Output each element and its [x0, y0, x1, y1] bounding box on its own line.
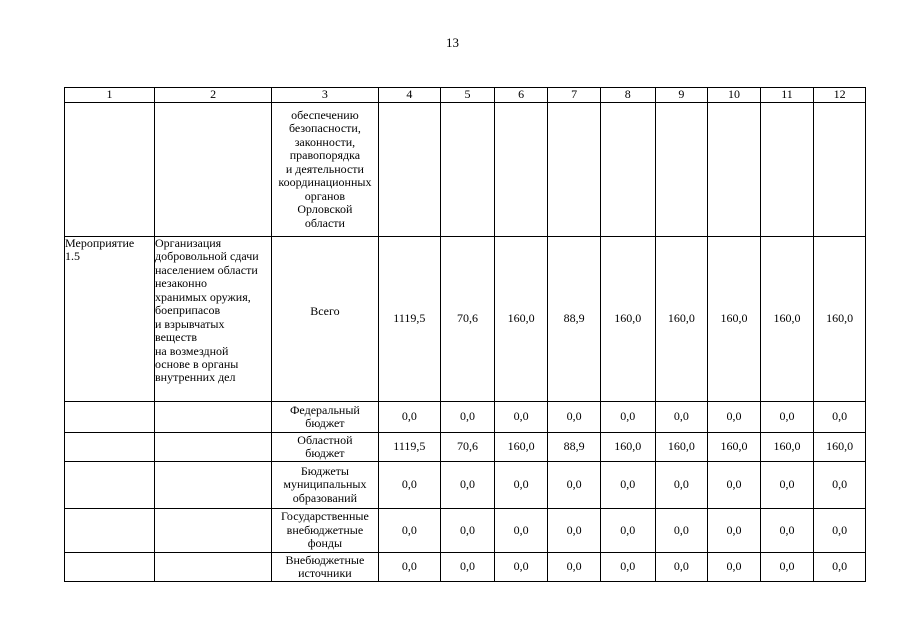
budget-table — [64, 87, 866, 582]
value-cell: 0,0 — [494, 509, 548, 553]
empty-cell — [441, 103, 495, 237]
value-cell: 0,0 — [708, 509, 761, 553]
column-number-row — [65, 88, 866, 103]
empty-cell — [155, 103, 272, 237]
empty-cell — [155, 509, 272, 553]
table-row-extrabudgetary-funds — [65, 509, 866, 553]
empty-cell — [760, 103, 814, 237]
column-number: 8 — [600, 88, 655, 103]
value-cell: 160,0 — [760, 433, 814, 462]
value-cell: 0,0 — [655, 402, 708, 433]
value-cell: 0,0 — [378, 402, 441, 433]
empty-cell — [494, 103, 548, 237]
value-cell: 160,0 — [600, 433, 655, 462]
value-cell: 160,0 — [708, 237, 761, 402]
value-cell: 0,0 — [378, 509, 441, 553]
column-number: 7 — [548, 88, 601, 103]
value-cell: 0,0 — [548, 462, 601, 509]
funding-source: Внебюджетные источники — [272, 553, 378, 582]
value-cell: 0,0 — [494, 402, 548, 433]
value-cell: 0,0 — [708, 402, 761, 433]
empty-cell — [65, 402, 155, 433]
value-cell: 1119,5 — [378, 237, 441, 402]
table-row-nonbudget-sources — [65, 553, 866, 582]
value-cell: 0,0 — [760, 553, 814, 582]
value-cell: 0,0 — [760, 402, 814, 433]
value-cell: 0,0 — [548, 553, 601, 582]
value-cell: 160,0 — [655, 433, 708, 462]
empty-cell — [155, 402, 272, 433]
table-row-municipal — [65, 462, 866, 509]
column-number: 9 — [655, 88, 708, 103]
value-cell: 0,0 — [600, 462, 655, 509]
column-number: 4 — [378, 88, 441, 103]
value-cell: 0,0 — [814, 553, 866, 582]
value-cell: 0,0 — [600, 509, 655, 553]
value-cell: 0,0 — [441, 553, 495, 582]
empty-cell — [155, 462, 272, 509]
value-cell: 88,9 — [548, 237, 601, 402]
value-cell: 0,0 — [708, 462, 761, 509]
table-row-total — [65, 237, 866, 402]
funding-source: Бюджеты муниципальных образований — [272, 462, 378, 509]
column-number: 1 — [65, 88, 155, 103]
empty-cell — [155, 553, 272, 582]
value-cell: 70,6 — [441, 237, 495, 402]
value-cell: 0,0 — [600, 402, 655, 433]
value-cell: 0,0 — [814, 402, 866, 433]
value-cell: 160,0 — [760, 237, 814, 402]
value-cell: 0,0 — [378, 462, 441, 509]
empty-cell — [65, 103, 155, 237]
column-number: 10 — [708, 88, 761, 103]
value-cell: 0,0 — [814, 509, 866, 553]
funding-source: Областной бюджет — [272, 433, 378, 462]
empty-cell — [548, 103, 601, 237]
value-cell: 0,0 — [494, 462, 548, 509]
funding-source: Федеральный бюджет — [272, 402, 378, 433]
value-cell: 0,0 — [760, 509, 814, 553]
value-cell: 0,0 — [655, 509, 708, 553]
table-row-federal — [65, 402, 866, 433]
value-cell: 1119,5 — [378, 433, 441, 462]
value-cell: 160,0 — [600, 237, 655, 402]
column-number: 2 — [155, 88, 272, 103]
value-cell: 0,0 — [441, 402, 495, 433]
column-number: 12 — [814, 88, 866, 103]
empty-cell — [65, 553, 155, 582]
funding-source: Всего — [272, 237, 378, 402]
value-cell: 0,0 — [708, 553, 761, 582]
empty-cell — [708, 103, 761, 237]
value-cell: 0,0 — [494, 553, 548, 582]
value-cell: 0,0 — [655, 462, 708, 509]
empty-cell — [65, 433, 155, 462]
value-cell: 160,0 — [814, 237, 866, 402]
value-cell: 0,0 — [378, 553, 441, 582]
value-cell: 0,0 — [814, 462, 866, 509]
value-cell: 0,0 — [655, 553, 708, 582]
empty-cell — [814, 103, 866, 237]
table-row-regional — [65, 433, 866, 462]
column-number: 11 — [760, 88, 814, 103]
value-cell: 0,0 — [441, 462, 495, 509]
value-cell: 0,0 — [760, 462, 814, 509]
value-cell: 0,0 — [548, 402, 601, 433]
column-number: 3 — [272, 88, 378, 103]
continuation-row — [65, 103, 866, 237]
empty-cell — [378, 103, 441, 237]
value-cell: 160,0 — [494, 433, 548, 462]
value-cell: 160,0 — [814, 433, 866, 462]
column-number: 5 — [441, 88, 495, 103]
empty-cell — [600, 103, 655, 237]
value-cell: 0,0 — [441, 509, 495, 553]
empty-cell — [65, 509, 155, 553]
value-cell: 0,0 — [548, 509, 601, 553]
value-cell: 88,9 — [548, 433, 601, 462]
funding-source: Государственные внебюджетные фонды — [272, 509, 378, 553]
empty-cell — [65, 462, 155, 509]
measure-code: Мероприятие 1.5 — [65, 237, 155, 402]
empty-cell — [655, 103, 708, 237]
value-cell: 160,0 — [494, 237, 548, 402]
continued-source-text: обеспечению безопасности, законности, правопорядка и деятельности координационных органов Орловской области — [272, 103, 378, 237]
value-cell: 70,6 — [441, 433, 495, 462]
value-cell: 0,0 — [600, 553, 655, 582]
value-cell: 160,0 — [655, 237, 708, 402]
measure-name: Организация добровольной сдачи населением области незаконно хранимых оружия, боеприпасов и взрывчатых веществ на возмездной основе в органы внутренних дел — [155, 237, 272, 402]
page-number: 13 — [446, 35, 459, 50]
column-number: 6 — [494, 88, 548, 103]
empty-cell — [155, 433, 272, 462]
value-cell: 160,0 — [708, 433, 761, 462]
